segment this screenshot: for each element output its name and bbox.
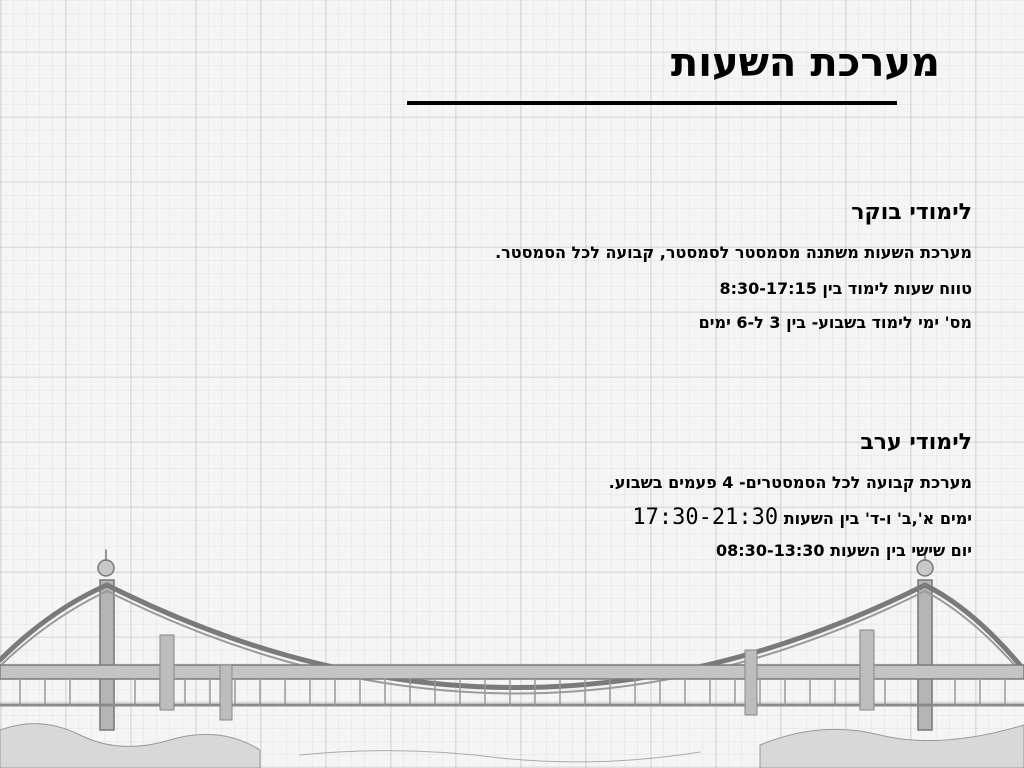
evening-friday-hours: 08:30-13:30 — [716, 541, 825, 560]
page-title: מערכת השעות — [670, 40, 940, 86]
evening-friday-label: יום שישי בין השעות — [824, 541, 972, 560]
evening-weekdays-label: ימים א',ב' ו-ד' בין השעות — [778, 509, 972, 528]
title-underline — [407, 101, 897, 105]
morning-line-hours — [719, 279, 972, 298]
evening-line-schedule: מערכת קבועה לכל הסמסטרים- 4 פעמים בשבוע. — [608, 473, 972, 492]
morning-line-days: מס' ימי לימוד בשבוע- בין 3 ל-6 ימים — [698, 313, 972, 332]
bridge-sketch-image — [0, 540, 1024, 768]
morning-hours-range: 8:30-17:15 — [719, 279, 817, 298]
evening-line-friday — [716, 541, 972, 560]
evening-weekdays-hours: 17:30-21:30 — [632, 505, 779, 530]
evening-line-weekdays — [632, 505, 972, 530]
morning-hours-label: טווח שעות לימוד בין — [816, 279, 972, 298]
morning-heading: לימודי בוקר — [851, 200, 972, 225]
evening-heading: לימודי ערב — [860, 430, 972, 455]
morning-line-schedule: מערכת השעות משתנה מסמסטר לסמסטר, קבועה לכל הסמסטר. — [495, 243, 972, 262]
